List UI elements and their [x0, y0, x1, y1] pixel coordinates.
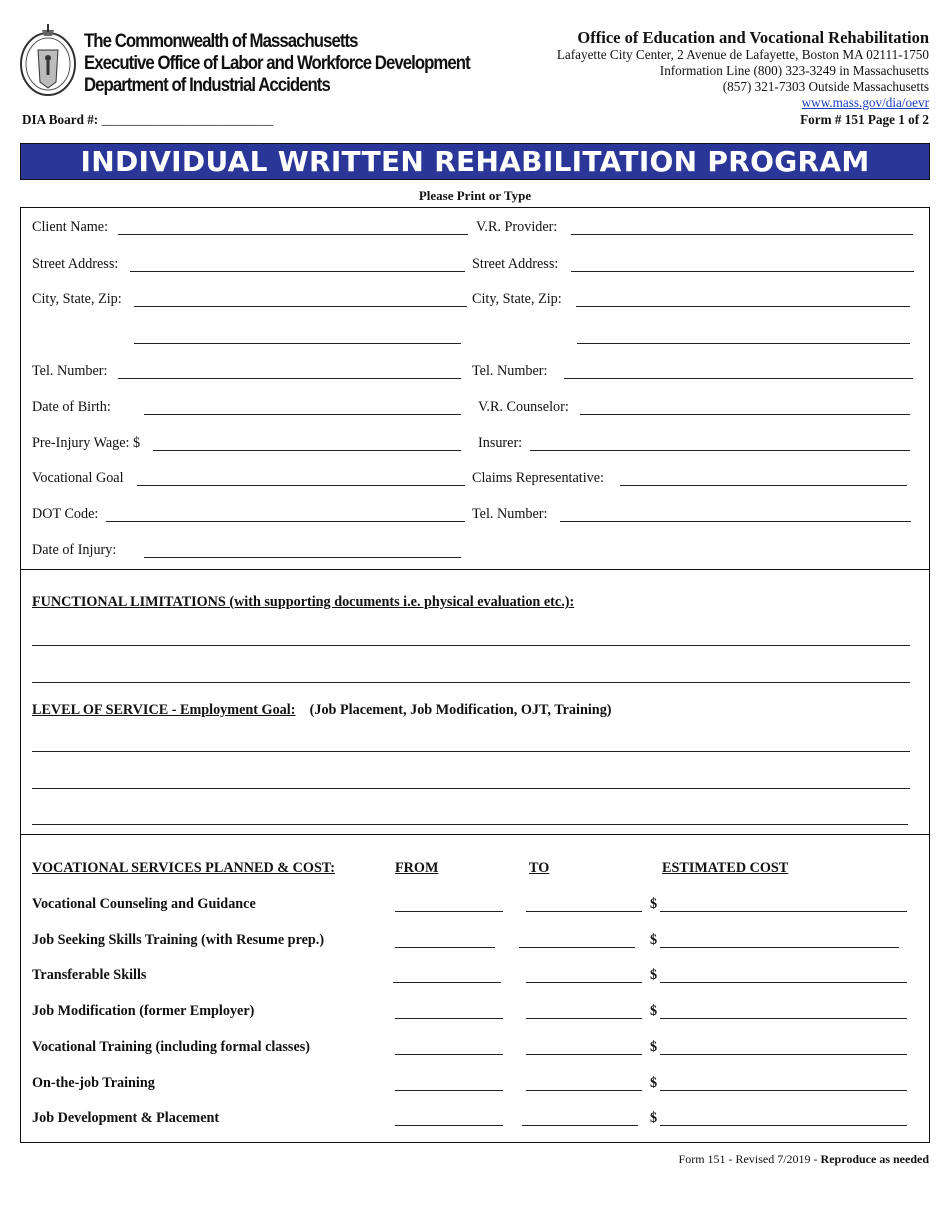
service-to-input[interactable] — [522, 1125, 638, 1126]
dob-label: Date of Birth: — [32, 399, 111, 415]
counselor-label: V.R. Counselor: — [478, 399, 569, 415]
office-address: Lafayette City Center, 2 Avenue de Lafayette, Boston MA 02111-1750 — [556, 47, 929, 62]
service-item-label: Job Seeking Skills Training (with Resume prep.) — [32, 932, 325, 948]
dia-board-blank: __________________________ — [101, 112, 273, 127]
agency-name — [84, 30, 470, 96]
counselor-input[interactable] — [580, 414, 910, 415]
service-from-input[interactable] — [395, 947, 495, 948]
service-item-label: Job Modification (former Employer) — [32, 1003, 255, 1019]
insurer-input[interactable] — [530, 450, 910, 451]
claims-tel-input[interactable] — [560, 521, 911, 522]
client-name-label: Client Name: — [32, 219, 109, 235]
service-cost-input[interactable] — [660, 1125, 907, 1126]
level-of-service-line[interactable] — [32, 751, 910, 752]
doi-input[interactable] — [144, 557, 461, 558]
functional-limitations-line[interactable] — [32, 682, 910, 683]
level-of-service-label: LEVEL OF SERVICE - Employment Goal: — [32, 702, 296, 718]
form-title: INDIVIDUAL WRITTEN REHABILITATION PROGRAM — [20, 143, 930, 180]
service-cost-input[interactable] — [660, 1054, 907, 1055]
functional-limitations-line[interactable] — [32, 645, 910, 646]
claims-rep-label: Claims Representative: — [472, 470, 604, 486]
provider-street-input[interactable] — [571, 271, 914, 272]
print-note: Please Print or Type — [418, 188, 532, 203]
currency-symbol: $ — [650, 1110, 658, 1126]
currency-symbol: $ — [650, 1039, 658, 1055]
client-street-label: Street Address: — [32, 256, 119, 272]
level-of-service-line[interactable] — [32, 824, 908, 825]
service-from-input[interactable] — [395, 1125, 503, 1126]
functional-limitations-heading: FUNCTIONAL LIMITATIONS (with supporting documents i.e. physical evaluation etc.): — [32, 594, 575, 610]
service-item-label: Job Development & Placement — [32, 1110, 220, 1126]
form-number: Form # 151 Page 1 of 2 — [800, 112, 929, 127]
wage-label: Pre-Injury Wage: $ — [32, 435, 141, 451]
claims-rep-input[interactable] — [620, 485, 907, 486]
client-city-line2-input[interactable] — [134, 343, 461, 344]
from-column-header: FROM — [395, 860, 439, 876]
footer-reproduce: Reproduce as needed — [820, 1152, 929, 1166]
dot-code-label: DOT Code: — [32, 506, 99, 522]
footer — [679, 1152, 929, 1167]
service-from-input[interactable] — [395, 1090, 503, 1091]
agency-line-2: Executive Office of Labor and Workforce Development — [84, 52, 470, 74]
client-tel-input[interactable] — [118, 378, 461, 379]
service-to-input[interactable] — [526, 982, 642, 983]
doi-label: Date of Injury: — [32, 542, 117, 558]
service-cost-input[interactable] — [660, 947, 899, 948]
currency-symbol: $ — [650, 932, 658, 948]
to-column-header: TO — [529, 860, 550, 876]
dia-board-label: DIA Board #: — [22, 112, 99, 127]
service-cost-input[interactable] — [660, 911, 907, 912]
service-to-input[interactable] — [526, 911, 642, 912]
service-cost-input[interactable] — [660, 982, 907, 983]
provider-tel-label: Tel. Number: — [472, 363, 548, 379]
agency-line-1: The Commonwealth of Massachusetts — [84, 30, 358, 52]
level-of-service — [32, 702, 612, 719]
level-of-service-line[interactable] — [32, 788, 910, 789]
provider-tel-input[interactable] — [564, 378, 913, 379]
dot-code-input[interactable] — [106, 521, 465, 522]
service-item-label: Vocational Counseling and Guidance — [32, 896, 256, 912]
service-item-label: Transferable Skills — [32, 967, 147, 983]
outside-line: (857) 321-7303 Outside Massachusetts — [722, 79, 929, 94]
service-item-label: On-the-job Training — [32, 1075, 155, 1091]
client-city-label: City, State, Zip: — [32, 291, 122, 307]
service-from-input[interactable] — [395, 1018, 503, 1019]
massachusetts-seal-icon — [18, 20, 78, 98]
provider-city-label: City, State, Zip: — [472, 291, 562, 307]
section-divider — [20, 834, 930, 835]
dia-board-field[interactable] — [22, 112, 273, 128]
client-city-input[interactable] — [134, 306, 467, 307]
section-divider — [20, 569, 930, 570]
level-of-service-options: (Job Placement, Job Modification, OJT, Training) — [309, 702, 612, 718]
provider-city-line2-input[interactable] — [577, 343, 910, 344]
footer-revision: Form 151 - Revised 7/2019 - — [678, 1152, 821, 1166]
services-heading: VOCATIONAL SERVICES PLANNED & COST: — [32, 860, 335, 876]
office-contact-block — [557, 28, 929, 111]
provider-city-input[interactable] — [576, 306, 910, 307]
service-to-input[interactable] — [526, 1054, 642, 1055]
service-cost-input[interactable] — [660, 1090, 907, 1091]
website-link[interactable]: www.mass.gov/dia/oevr — [801, 95, 929, 110]
service-from-input[interactable] — [395, 911, 503, 912]
vocational-goal-label: Vocational Goal — [32, 470, 124, 486]
service-to-input[interactable] — [526, 1018, 642, 1019]
client-name-input[interactable] — [118, 234, 468, 235]
estimated-cost-column-header: ESTIMATED COST — [662, 860, 789, 876]
insurer-label: Insurer: — [478, 435, 523, 451]
service-to-input[interactable] — [519, 947, 635, 948]
currency-symbol: $ — [650, 1075, 658, 1091]
information-line: Information Line (800) 323-3249 in Massachusetts — [659, 63, 929, 78]
service-to-input[interactable] — [526, 1090, 642, 1091]
service-from-input[interactable] — [395, 1054, 503, 1055]
service-cost-input[interactable] — [660, 1018, 907, 1019]
vocational-goal-input[interactable] — [137, 485, 465, 486]
client-tel-label: Tel. Number: — [32, 363, 108, 379]
currency-symbol: $ — [650, 1003, 658, 1019]
currency-symbol: $ — [650, 967, 658, 983]
office-title: Office of Education and Vocational Rehabilitation — [577, 28, 929, 47]
provider-input[interactable] — [571, 234, 913, 235]
service-item-label: Vocational Training (including formal classes) — [32, 1039, 310, 1055]
wage-input[interactable] — [153, 450, 461, 451]
client-street-input[interactable] — [130, 271, 465, 272]
claims-tel-label: Tel. Number: — [472, 506, 548, 522]
provider-street-label: Street Address: — [472, 256, 559, 272]
agency-line-3: Department of Industrial Accidents — [84, 74, 330, 96]
dob-input[interactable] — [144, 414, 461, 415]
currency-symbol: $ — [650, 896, 658, 912]
service-from-input[interactable] — [393, 982, 501, 983]
provider-label: V.R. Provider: — [476, 219, 558, 235]
